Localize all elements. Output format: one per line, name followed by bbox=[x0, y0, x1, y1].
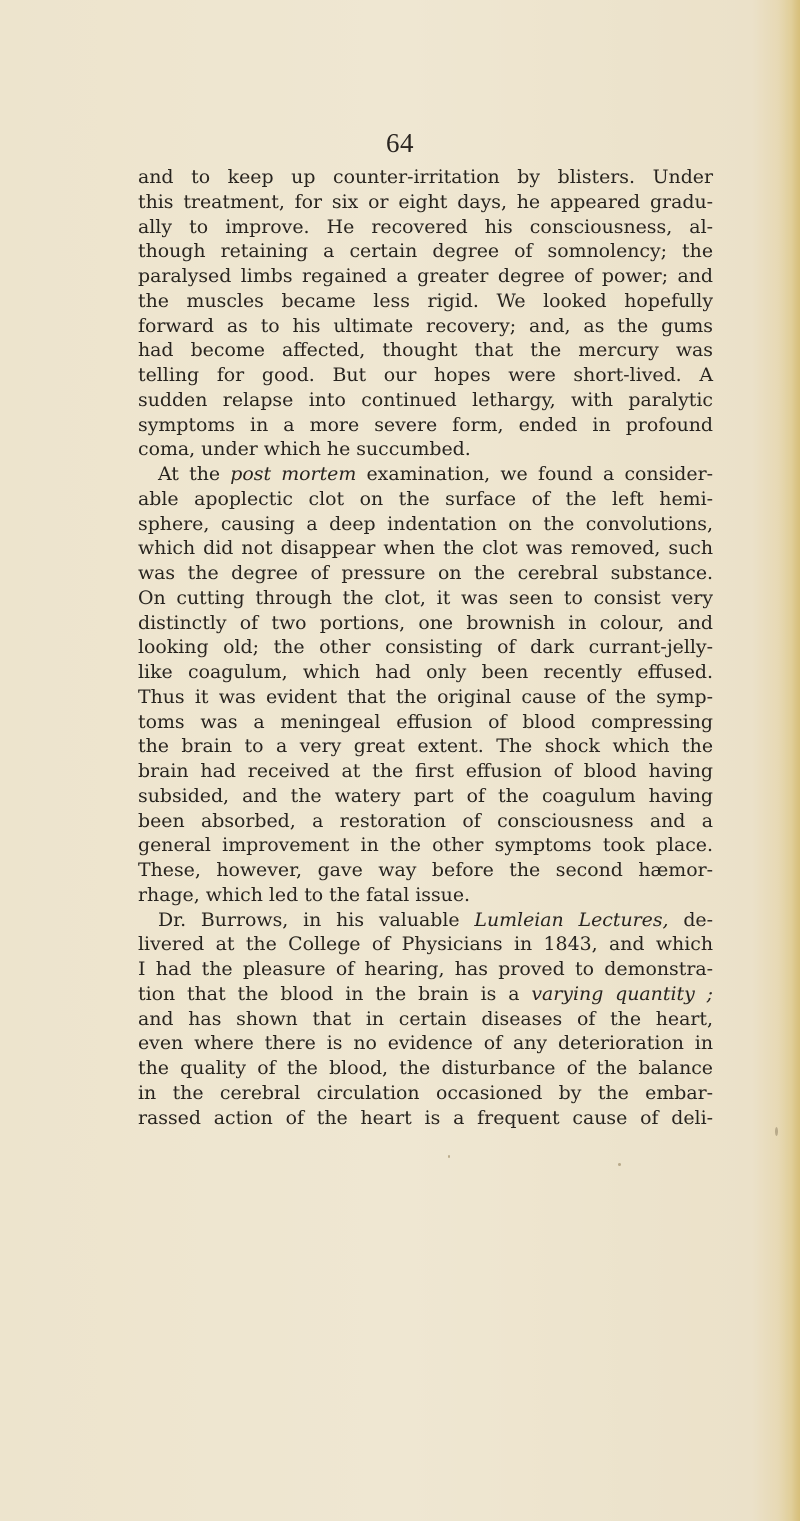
text-line: in the cerebral circulation occasioned by the embar- bbox=[138, 1081, 713, 1104]
text-line: had become affected, thought that the mercury was bbox=[138, 339, 713, 362]
text-line: forward as to his ultimate recovery; and, as the gums bbox=[138, 314, 713, 337]
paper-speck bbox=[448, 1155, 450, 1158]
page-number: 64 bbox=[386, 128, 414, 158]
text-line: telling for good. But our hopes were short-lived. A bbox=[138, 364, 713, 386]
text-line: though retaining a certain degree of somnolency; the bbox=[138, 240, 713, 263]
text-line: the quality of the blood, the disturbance of the balance bbox=[138, 1057, 713, 1079]
text-line: symptoms in a more severe form, ended in profound bbox=[138, 413, 713, 436]
body-text bbox=[138, 165, 713, 1130]
text-line: sphere, causing a deep indentation on the convolutions, bbox=[138, 512, 713, 535]
text-line: coma, under which he succumbed. bbox=[138, 438, 471, 461]
text-line: rassed action of the heart is a frequent cause of deli- bbox=[138, 1106, 713, 1129]
text-line: rhage, which led to the fatal issue. bbox=[138, 883, 471, 906]
text-line: At the post mortem examination, we found a consider- bbox=[158, 463, 713, 485]
text-line: I had the pleasure of hearing, has proved to demonstra- bbox=[138, 958, 713, 980]
text-line: tion that the blood in the brain is a varying quantity ; bbox=[138, 982, 713, 1005]
text-line: Thus it was evident that the original cause of the symp- bbox=[138, 685, 713, 708]
text-line: this treatment, for six or eight days, he appeared gradu- bbox=[138, 190, 713, 213]
text-line: brain had received at the first effusion of blood having bbox=[138, 760, 713, 782]
italic-term: Lumleian Lectures, bbox=[474, 908, 669, 931]
text-line: even where there is no evidence of any deterioration in bbox=[138, 1032, 713, 1055]
text-line: been absorbed, a restoration of consciousness and a bbox=[138, 809, 713, 832]
text-line: the muscles became less rigid. We looked hopefully bbox=[138, 289, 713, 312]
text-line: On cutting through the clot, it was seen to consist very bbox=[138, 586, 713, 609]
text-line: sudden relapse into continued lethargy, with paralytic bbox=[138, 388, 713, 411]
text-line: livered at the College of Physicians in 1843, and which bbox=[138, 933, 713, 956]
paper-speck bbox=[775, 1127, 778, 1136]
text-line: general improvement in the other symptoms took place. bbox=[138, 834, 713, 857]
text-line: toms was a meningeal effusion of blood compressing bbox=[138, 710, 713, 733]
text-line: ally to improve. He recovered his consciousness, al- bbox=[138, 215, 713, 238]
text-line: the brain to a very great extent. The shock which the bbox=[138, 735, 713, 758]
text-line: like coagulum, which had only been recently effused. bbox=[138, 661, 713, 683]
text-line: and has shown that in certain diseases of the heart, bbox=[138, 1007, 713, 1030]
text-line: able apoplectic clot on the surface of the left hemi- bbox=[138, 487, 713, 510]
text-line: Dr. Burrows, in his valuable Lumleian Lectures, de- bbox=[158, 908, 713, 931]
text-line: distinctly of two portions, one brownish in colour, and bbox=[138, 611, 713, 634]
page-edge-shading bbox=[778, 0, 800, 1521]
italic-term: post mortem bbox=[230, 463, 357, 485]
text-line: which did not disappear when the clot was removed, such bbox=[138, 537, 713, 560]
text-line: paralysed limbs regained a greater degree of power; and bbox=[138, 265, 713, 287]
paper-speck bbox=[618, 1163, 621, 1166]
text-line: was the degree of pressure on the cerebral substance. bbox=[138, 562, 713, 584]
text-line: These, however, gave way before the second hæmor- bbox=[138, 859, 713, 881]
text-line: and to keep up counter-irritation by blisters. Under bbox=[138, 166, 713, 188]
italic-term: varying quantity ; bbox=[531, 982, 713, 1005]
text-line: looking old; the other consisting of dark currant-jelly- bbox=[138, 636, 713, 659]
text-line: subsided, and the watery part of the coagulum having bbox=[138, 784, 713, 807]
